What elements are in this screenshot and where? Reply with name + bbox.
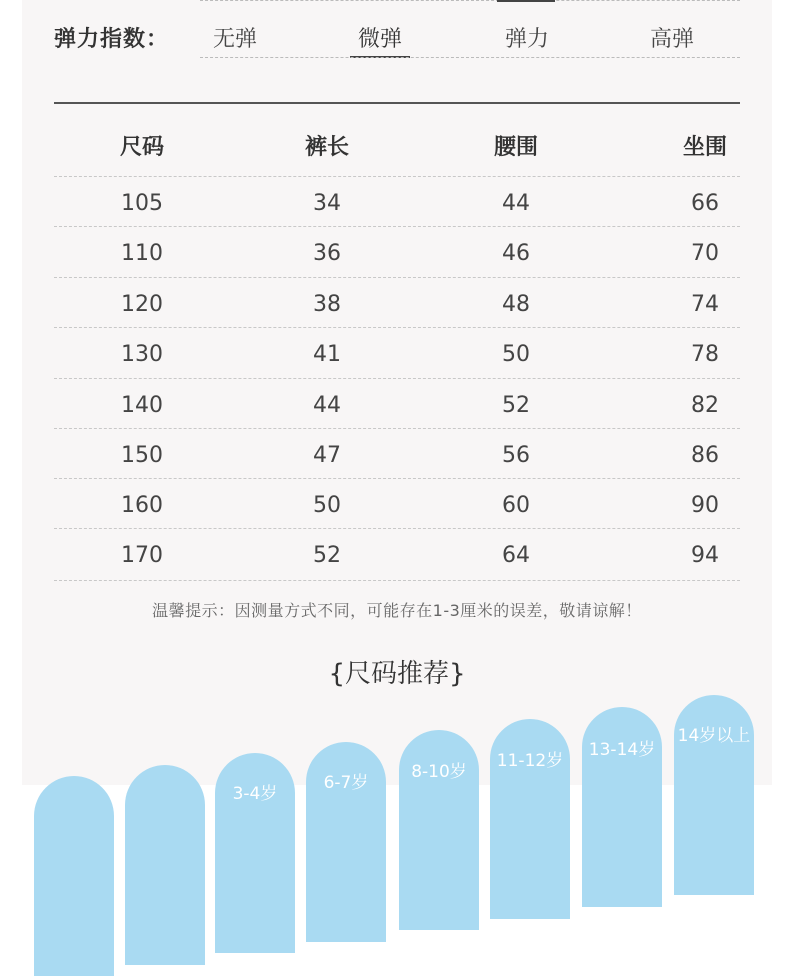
elasticity-row <box>22 0 772 70</box>
cell-hip: 86 <box>691 443 719 468</box>
cell-hip: 94 <box>691 543 719 568</box>
header-waist: 腰围 <box>493 135 538 160</box>
age-bubble <box>399 730 479 930</box>
age-bubble <box>215 753 295 953</box>
cell-size: 120 <box>121 292 163 317</box>
cell-length: 44 <box>313 393 341 418</box>
elasticity-option-slight: 微弹 <box>357 27 402 52</box>
cell-hip: 78 <box>691 342 719 367</box>
cell-size: 170 <box>121 543 163 568</box>
age-bubble <box>490 719 570 919</box>
divider <box>497 0 555 2</box>
table-row <box>54 478 740 529</box>
table-row <box>54 528 740 579</box>
elasticity-option-high: 高弹 <box>649 27 694 52</box>
age-bubble <box>306 742 386 942</box>
header-length: 裤长 <box>304 135 349 160</box>
recommend-title: {尺码推荐} <box>328 659 466 689</box>
cell-waist: 64 <box>502 543 530 568</box>
cell-length: 47 <box>313 443 341 468</box>
cell-waist: 56 <box>502 443 530 468</box>
cell-length: 36 <box>313 241 341 266</box>
age-bubble <box>125 765 205 965</box>
header-hip: 坐围 <box>682 135 727 160</box>
header-size: 尺码 <box>119 135 164 160</box>
table-header <box>54 104 740 176</box>
divider <box>200 57 740 58</box>
elasticity-option-none: 无弹 <box>212 27 257 52</box>
age-label: 8-10岁 <box>411 762 467 782</box>
age-bubble <box>582 707 662 907</box>
cell-length: 34 <box>313 191 341 216</box>
cell-waist: 52 <box>502 393 530 418</box>
elasticity-option-elastic: 弹力 <box>504 27 549 52</box>
cell-size: 140 <box>121 393 163 418</box>
table-bottom-rule <box>54 580 740 581</box>
table-row <box>54 226 740 277</box>
cell-hip: 90 <box>691 493 719 518</box>
cell-waist: 50 <box>502 342 530 367</box>
age-label: 13-14岁 <box>588 740 656 760</box>
age-bubble <box>34 776 114 976</box>
cell-hip: 82 <box>691 393 719 418</box>
cell-hip: 70 <box>691 241 719 266</box>
age-label: 11-12岁 <box>496 751 564 771</box>
age-label: 14岁以上 <box>677 726 751 746</box>
size-chart-panel <box>22 0 772 804</box>
divider <box>200 0 740 1</box>
cell-hip: 74 <box>691 292 719 317</box>
cell-length: 38 <box>313 292 341 317</box>
table-row <box>54 378 740 429</box>
cell-length: 52 <box>313 543 341 568</box>
elasticity-label: 弹力指数： <box>54 27 170 52</box>
cell-size: 110 <box>121 241 163 266</box>
cell-size: 160 <box>121 493 163 518</box>
cell-hip: 66 <box>691 191 719 216</box>
cell-size: 105 <box>121 191 163 216</box>
cell-waist: 60 <box>502 493 530 518</box>
table-row <box>54 428 740 479</box>
cell-length: 41 <box>313 342 341 367</box>
table-row <box>54 176 740 227</box>
cell-waist: 48 <box>502 292 530 317</box>
table-row <box>54 327 740 378</box>
age-label: 6-7岁 <box>323 773 369 793</box>
cell-waist: 46 <box>502 241 530 266</box>
cell-length: 50 <box>313 493 341 518</box>
table-row <box>54 277 740 328</box>
cell-size: 150 <box>121 443 163 468</box>
age-label: 3-4岁 <box>232 784 278 804</box>
age-bubble <box>674 695 754 895</box>
measurement-note: 温馨提示：因测量方式不同，可能存在1-3厘米的误差，敬请谅解！ <box>152 601 642 620</box>
cell-waist: 44 <box>502 191 530 216</box>
cell-size: 130 <box>121 342 163 367</box>
